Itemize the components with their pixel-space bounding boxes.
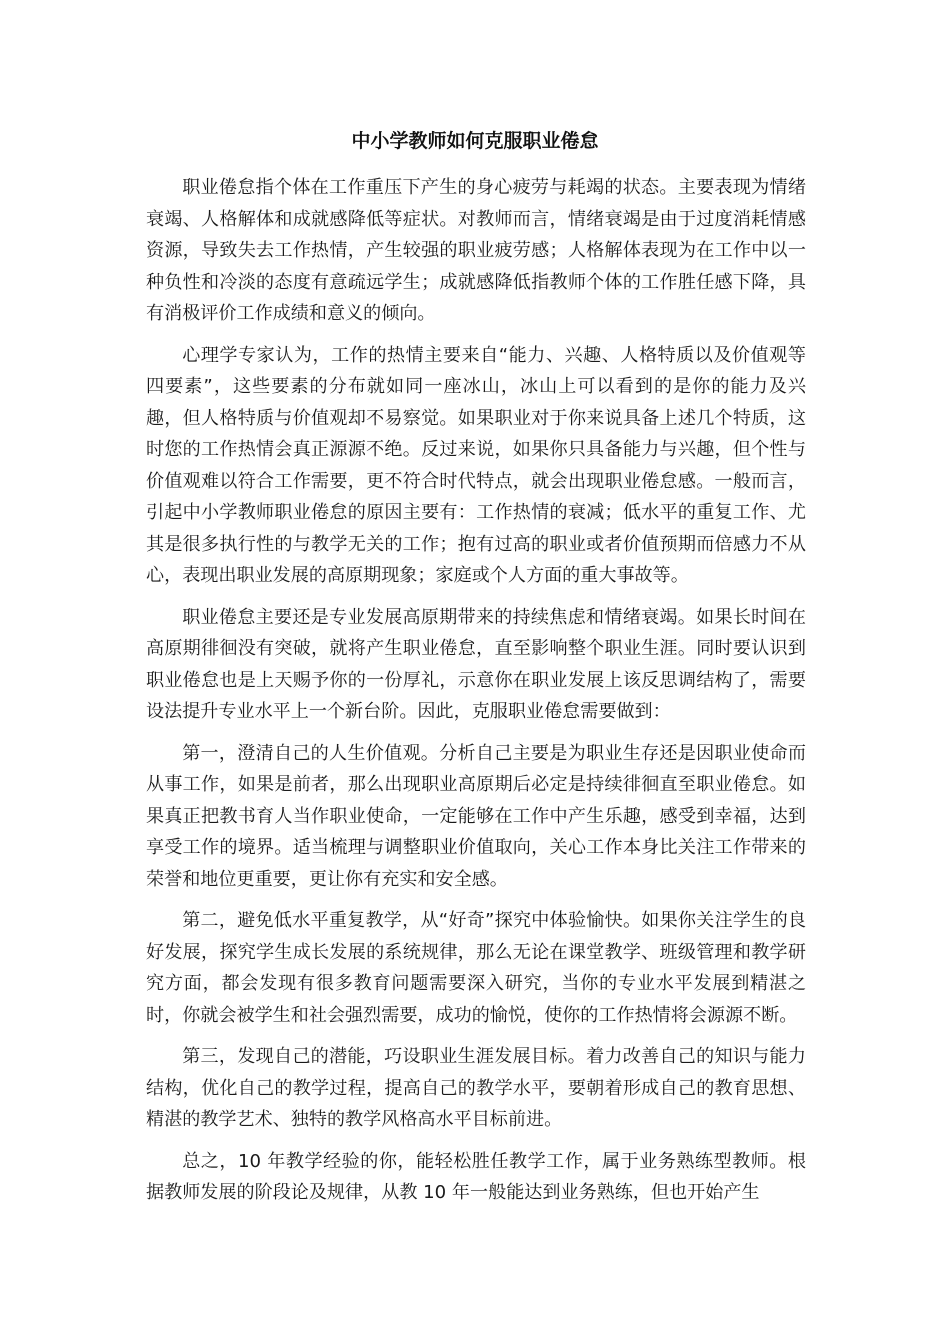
- paragraph-3: 职业倦怠主要还是专业发展高原期带来的持续焦虑和情绪衰竭。如果长时间在高原期徘徊没有突破，就将产生职业倦怠，直至影响整个职业生涯。同时要认识到职业倦怠也是上天赐予你的一份厚礼，示意你在职业发展上该反思调结构了，需要设法提升专业水平上一个新台阶。因此，克服职业倦怠需要做到：: [146, 606, 806, 722]
- paragraph-6: 第三，发现自己的潜能，巧设职业生涯发展目标。着力改善自己的知识与能力结构，优化自己的教学过程，提高自己的教学水平，要朝着形成自己的教育思想、精湛的教学艺术、独特的教学风格高水平目标前进。: [146, 1046, 806, 1130]
- document-body: [146, 172, 806, 1219]
- paragraph-4: 第一，澄清自己的人生价值观。分析自己主要是为职业生存还是因职业使命而从事工作，如果是前者，那么出现职业高原期后必定是持续徘徊直至职业倦怠。如果真正把教书育人当作职业使命，一定能够在工作中产生乐趣，感受到幸福，达到享受工作的境界。适当梳理与调整职业价值取向，关心工作本身比关注工作带来的荣誉和地位更重要，更让你有充实和安全感。: [146, 742, 806, 890]
- paragraph-2: 心理学专家认为，工作的热情主要来自“能力、兴趣、人格特质以及价值观等四要素”，这些要素的分布就如同一座冰山，冰山上可以看到的是你的能力及兴趣，但人格特质与价值观却不易察觉。如果职业对于你来说具备上述几个特质，这时您的工作热情会真正源源不绝。反过来说，如果你只具备能力与兴趣，但个性与价值观难以符合工作需要，更不符合时代特点，就会出现职业倦怠感。一般而言，引起中小学教师职业倦怠的原因主要有：工作热情的衰减；低水平的重复工作、尤其是很多执行性的与教学无关的工作；抱有过高的职业或者价值预期而倍感力不从心，表现出职业发展的高原期现象；家庭或个人方面的重大事故等。: [146, 344, 806, 586]
- paragraph-7: 总之，10 年教学经验的你，能轻松胜任教学工作，属于业务熟练型教师。根据教师发展的阶段论及规律，从教 10 年一般能达到业务熟练，但也开始产生: [146, 1150, 806, 1203]
- paragraph-5: 第二，避免低水平重复教学，从“好奇”探究中体验愉快。如果你关注学生的良好发展，探究学生成长发展的系统规律，那么无论在课堂教学、班级管理和教学研究方面，都会发现有很多教育问题需要深入研究，当你的专业水平发展到精湛之时，你就会被学生和社会强烈需要，成功的愉悦，使你的工作热情将会源源不断。: [146, 910, 806, 1026]
- paragraph-1: 职业倦怠指个体在工作重压下产生的身心疲劳与耗竭的状态。主要表现为情绪衰竭、人格解体和成就感降低等症状。对教师而言，情绪衰竭是由于过度消耗情感资源，导致失去工作热情，产生较强的职业疲劳感；人格解体表现为在工作中以一种负性和冷淡的态度有意疏远学生；成就感降低指教师个体的工作胜任感下降，具有消极评价工作成绩和意义的倾向。: [146, 177, 806, 324]
- document-title: 中小学教师如何克服职业倦怠: [351, 130, 599, 152]
